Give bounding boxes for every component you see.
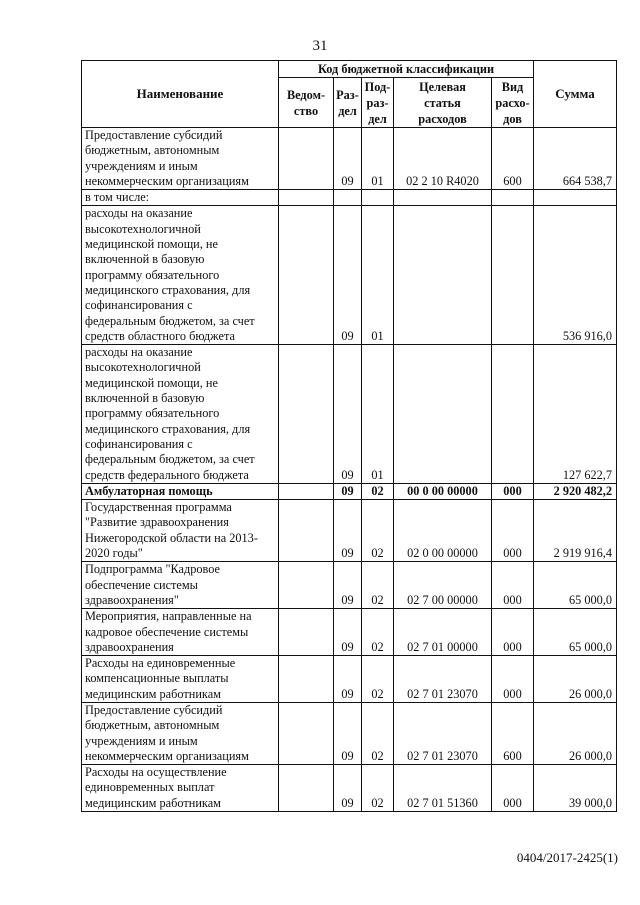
row-podrazdel: 02	[362, 765, 394, 812]
row-vedomstvo	[279, 483, 334, 499]
row-tselevaya	[394, 345, 492, 484]
row-podrazdel: 02	[362, 702, 394, 764]
row-tselevaya: 02 7 01 23070	[394, 656, 492, 703]
row-podrazdel: 02	[362, 562, 394, 609]
row-razdel: 09	[334, 483, 362, 499]
table-row	[82, 345, 617, 484]
table-row	[82, 206, 617, 345]
document-code: 0404/2017-2425(1)	[516, 850, 618, 865]
table-row	[82, 190, 617, 206]
row-name: Предоставление субсидий бюджетным, автономным учреждениям и иным некоммерческим организациям	[82, 128, 279, 190]
row-name: расходы на оказание высокотехнологичной медицинской помощи, не включенной в базовую программу обязательного медицинского страхования, для софинансирования с федеральным бюджетом, за счет средств областного бюджета	[82, 206, 279, 345]
row-tselevaya: 00 0 00 00000	[394, 483, 492, 499]
row-tselevaya	[394, 206, 492, 345]
header-name: Наименование	[82, 61, 279, 128]
row-vid	[492, 206, 534, 345]
table-row	[82, 656, 617, 703]
row-razdel	[334, 190, 362, 206]
row-vedomstvo	[279, 609, 334, 656]
row-podrazdel: 02	[362, 609, 394, 656]
header-podrazdel: Под- раз- дел	[362, 78, 394, 128]
row-podrazdel: 01	[362, 206, 394, 345]
table-row	[82, 483, 617, 499]
row-vid: 000	[492, 765, 534, 812]
row-summa: 39 000,0	[534, 765, 617, 812]
row-name: Подпрограмма "Кадровое обеспечение системы здравоохранения"	[82, 562, 279, 609]
row-name: в том числе:	[82, 190, 279, 206]
row-vedomstvo	[279, 562, 334, 609]
row-summa: 664 538,7	[534, 128, 617, 190]
row-vid: 000	[492, 483, 534, 499]
row-vedomstvo	[279, 500, 334, 562]
row-vedomstvo	[279, 206, 334, 345]
row-podrazdel: 01	[362, 128, 394, 190]
row-razdel: 09	[334, 702, 362, 764]
row-summa: 65 000,0	[534, 609, 617, 656]
row-vedomstvo	[279, 345, 334, 484]
row-vid: 000	[492, 656, 534, 703]
row-summa: 2 920 482,2	[534, 483, 617, 499]
row-vid: 600	[492, 702, 534, 764]
row-tselevaya: 02 7 01 00000	[394, 609, 492, 656]
row-podrazdel: 02	[362, 656, 394, 703]
row-summa	[534, 190, 617, 206]
header-tselevaya: Целевая статья расходов	[394, 78, 492, 128]
row-summa: 26 000,0	[534, 656, 617, 703]
row-tselevaya: 02 7 01 23070	[394, 702, 492, 764]
row-podrazdel	[362, 190, 394, 206]
row-vid: 000	[492, 562, 534, 609]
row-summa: 2 919 916,4	[534, 500, 617, 562]
row-vedomstvo	[279, 656, 334, 703]
row-summa: 26 000,0	[534, 702, 617, 764]
row-tselevaya	[394, 190, 492, 206]
row-vid	[492, 345, 534, 484]
header-vid: Вид расхо- дов	[492, 78, 534, 128]
table-row	[82, 765, 617, 812]
row-tselevaya: 02 7 01 51360	[394, 765, 492, 812]
row-razdel: 09	[334, 609, 362, 656]
header-code-group: Код бюджетной классификации	[279, 61, 534, 78]
row-vid: 000	[492, 609, 534, 656]
row-name: Предоставление субсидий бюджетным, автономным учреждениям и иным некоммерческим организациям	[82, 702, 279, 764]
row-name: Государственная программа "Развитие здравоохранения Нижегородской области на 2013- 2020 годы"	[82, 500, 279, 562]
row-podrazdel: 01	[362, 345, 394, 484]
budget-table	[81, 60, 617, 812]
row-name: Мероприятия, направленные на кадровое обеспечение системы здравоохранения	[82, 609, 279, 656]
row-vid: 000	[492, 500, 534, 562]
row-razdel: 09	[334, 345, 362, 484]
row-summa: 127 622,7	[534, 345, 617, 484]
row-podrazdel: 02	[362, 500, 394, 562]
table-row	[82, 562, 617, 609]
row-vedomstvo	[279, 128, 334, 190]
row-summa: 536 916,0	[534, 206, 617, 345]
page-number: 31	[312, 38, 328, 54]
row-name: Амбулаторная помощь	[82, 483, 279, 499]
table-row	[82, 500, 617, 562]
table-row	[82, 702, 617, 764]
table-row	[82, 609, 617, 656]
row-tselevaya: 02 0 00 00000	[394, 500, 492, 562]
row-vedomstvo	[279, 702, 334, 764]
row-razdel: 09	[334, 128, 362, 190]
row-razdel: 09	[334, 765, 362, 812]
row-podrazdel: 02	[362, 483, 394, 499]
row-vedomstvo	[279, 190, 334, 206]
row-tselevaya: 02 7 00 00000	[394, 562, 492, 609]
row-vid: 600	[492, 128, 534, 190]
header-summa: Сумма	[534, 61, 617, 128]
row-razdel: 09	[334, 656, 362, 703]
row-name: расходы на оказание высокотехнологичной медицинской помощи, не включенной в базовую программу обязательного медицинского страхования, для софинансирования с федеральным бюджетом, за счет средств федерального бюджета	[82, 345, 279, 484]
row-vid	[492, 190, 534, 206]
row-razdel: 09	[334, 206, 362, 345]
row-name: Расходы на единовременные компенсационные выплаты медицинским работникам	[82, 656, 279, 703]
row-name: Расходы на осуществление единовременных выплат медицинским работникам	[82, 765, 279, 812]
row-razdel: 09	[334, 562, 362, 609]
header-razdel: Раз- дел	[334, 78, 362, 128]
table-row	[82, 128, 617, 190]
header-vedomstvo: Ведом- ство	[279, 78, 334, 128]
row-summa: 65 000,0	[534, 562, 617, 609]
row-razdel: 09	[334, 500, 362, 562]
row-vedomstvo	[279, 765, 334, 812]
row-tselevaya: 02 2 10 R4020	[394, 128, 492, 190]
